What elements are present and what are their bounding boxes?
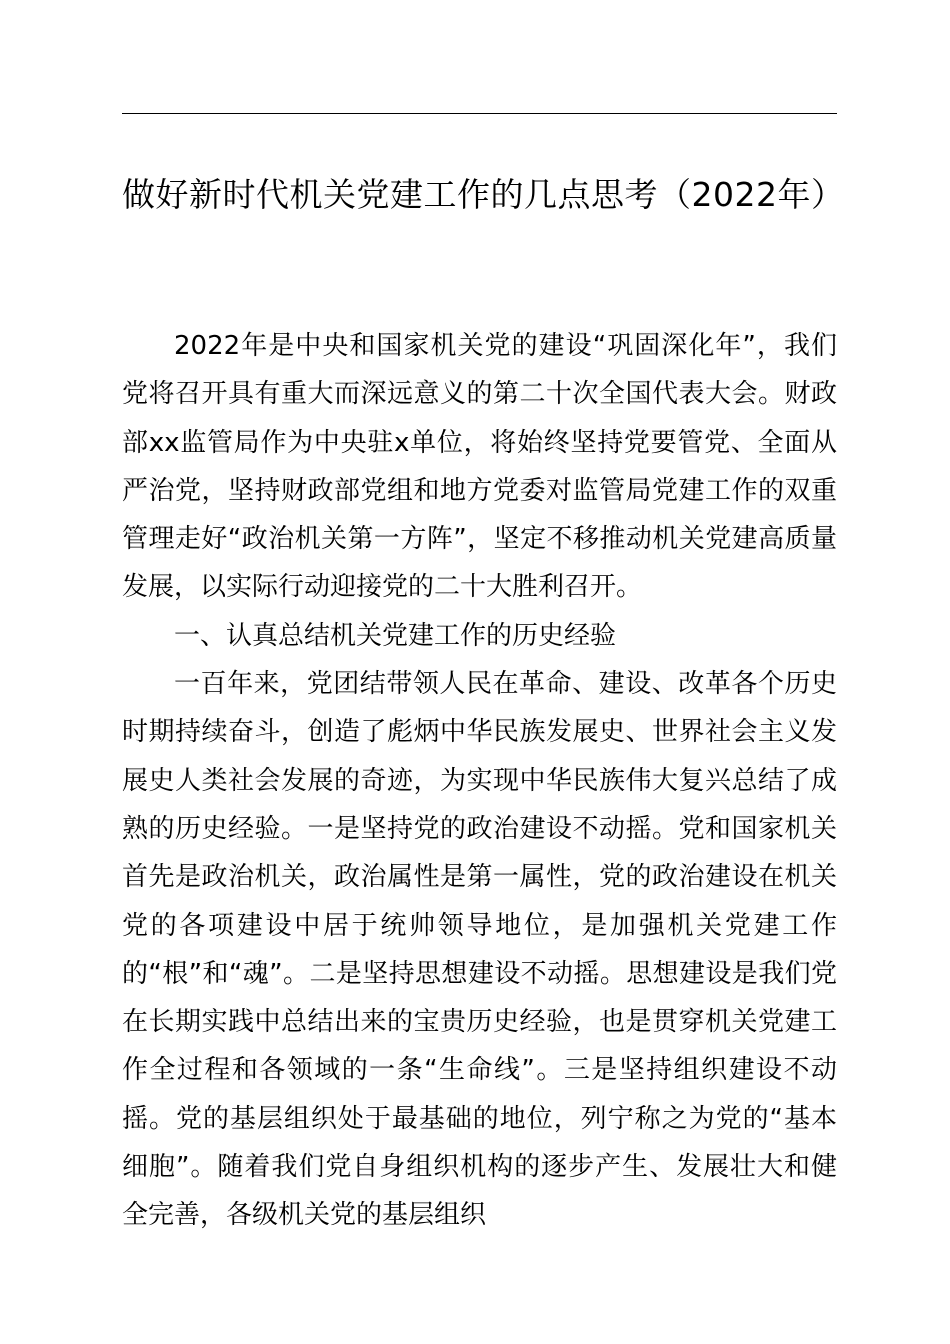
document-title: 做好新时代机关党建工作的几点思考（2022年） <box>122 175 845 214</box>
document-body <box>122 322 837 1240</box>
paragraph-history: 一百年来，党团结带领人民在革命、建设、改革各个历史时期持续奋斗，创造了彪炳中华民族发展史、世界社会主义发展史人类社会发展的奇迹，为实现中华民族伟大复兴总结了成熟的历史经验。一是坚持党的政治建设不动摇。党和国家机关首先是政治机关，政治属性是第一属性，党的政治建设在机关党的各项建设中居于统帅领导地位，是加强机关党建工作的“根”和“魂”。二是坚持思想建设不动摇。思想建设是我们党在长期实践中总结出来的宝贵历史经验，也是贯穿机关党建工作全过程和各领域的一条“生命线”。三是坚持组织建设不动摇。党的基层组织处于最基础的地位，列宁称之为党的“基本细胞”。随着我们党自身组织机构的逐步产生、发展壮大和健全完善，各级机关党的基层组织 <box>122 669 837 1231</box>
header-rule <box>122 113 837 114</box>
section-heading-1: 一、认真总结机关党建工作的历史经验 <box>174 620 617 651</box>
paragraph-intro: 2022年是中央和国家机关党的建设“巩固深化年”，我们党将召开具有重大而深远意义的第二十次全国代表大会。财政部xx监管局作为中央驻x单位，将始终坚持党要管党、全面从严治党，坚持财政部党组和地方党委对监管局党建工作的双重管理走好“政治机关第一方阵”，坚定不移推动机关党建高质量发展，以实际行动迎接党的二十大胜利召开。 <box>122 331 837 603</box>
